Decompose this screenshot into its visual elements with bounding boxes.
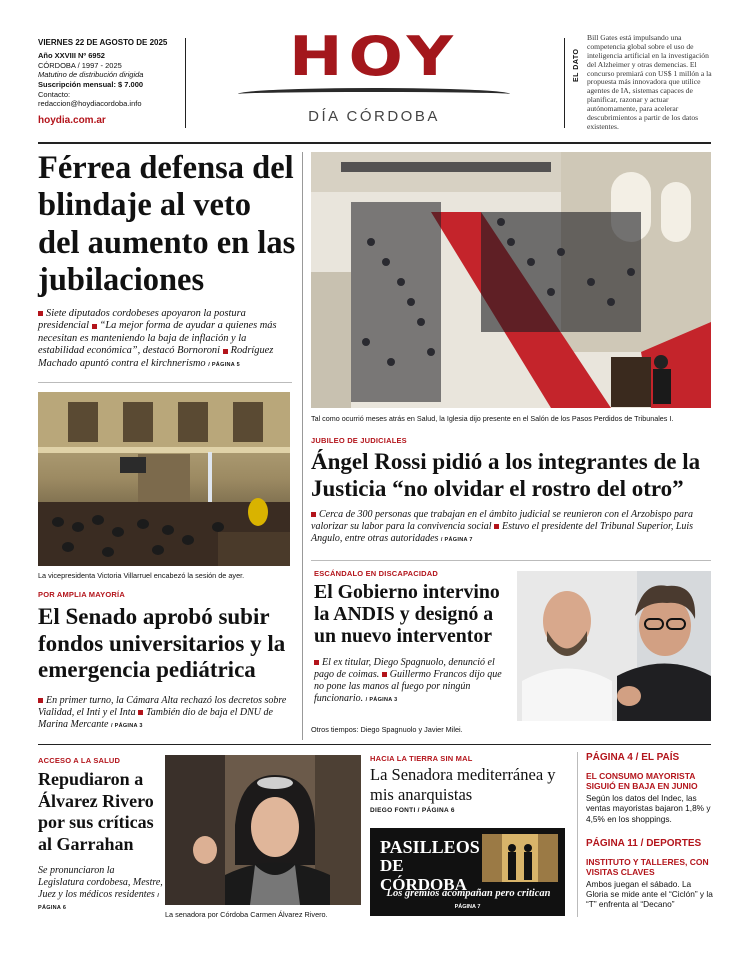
masthead-divider-right (564, 38, 565, 128)
sidebar-briefs (586, 752, 714, 909)
contact-email[interactable]: redaccion@hoydiacordoba.info (38, 99, 142, 109)
lead-deck: Siete diputados cordobeses apoyaron la postura presidencial “La mejor forma de ayudar a quienes más necesitan es manteniendo la baja de inflación y la estabilidad económica”, destacó Bornoroni Rodríguez Machado apuntó contra el kirchnerismo / PÁGINA 5 (38, 308, 277, 369)
lead-headline[interactable]: Férrea defensa del blindaje al veto del aumento en las jubilaciones (38, 150, 296, 299)
brief-title-instituto[interactable]: INSTITUTO Y TALLERES, CON VISITAS CLAVES (586, 856, 709, 877)
city-years: CÓRDOBA / 1997 - 2025 (38, 60, 122, 70)
salud-page-ref[interactable]: / PÁGINA 6 (38, 893, 160, 911)
brief-body-instituto: Ambos juegan el sábado. La Gloria se mide ante el “Ciclón” y la “T” enfrenta al “Decano” (586, 879, 713, 910)
andis-deck: El ex titular, Diego Spagnuolo, denunció el pago de coimas. Guillermo Francos dijo que no pone las manos al fuego por ningún funcionario. / PÁGINA 3 (314, 657, 502, 704)
masthead-divider-left (185, 38, 186, 128)
bullet-icon (38, 698, 43, 703)
lead-page-ref[interactable]: / PÁGINA 5 (208, 361, 241, 368)
pasilleos-image (482, 834, 558, 882)
alvarez-rivero-caption: La senadora por Córdoba Carmen Álvarez Rivero. (165, 910, 328, 919)
senate-deck: En primer turno, la Cámara Alta rechazó los decretos sobre Vialidad, el Inti y el Inta También dio de baja el DNU de Marina Mercante / PÁGINA 3 (38, 695, 287, 730)
column-divider (302, 152, 303, 740)
bullet-icon (223, 349, 228, 354)
brief-body-consumo: Según los datos del Indec, las ventas mayoristas bajaron 1,8% y 4,5% en los shoppings. (586, 793, 711, 824)
tribunales-caption: Tal como ocurrió meses atrás en Salud, la Iglesia dijo presente en el Salón de los Pasos Perdidos de Tribunales I. (311, 414, 674, 423)
bullet-icon (494, 524, 499, 529)
bullet-icon (382, 672, 387, 677)
bottom-section-rule (38, 744, 711, 745)
tribunales-hall-illustration (311, 152, 711, 408)
logo-wordmark: HOY (288, 25, 460, 89)
rossi-rule (311, 560, 711, 561)
brief-title-consumo[interactable]: EL CONSUMO MAYORISTA SIGUIÓ EN BAJA EN JUNIO (586, 771, 698, 792)
logo-swoosh (238, 88, 510, 100)
logo-subtitle: DÍA CÓRDOBA (308, 108, 440, 125)
silhouettes-illustration (482, 834, 558, 882)
senator-speaking-illustration (165, 755, 361, 905)
andis-kicker: ESCÁNDALO EN DISCAPACIDAD (314, 569, 439, 578)
pasilleos-page-ref: PÁGINA 7 (454, 904, 481, 910)
logo (238, 25, 510, 130)
anarquistas-byline: DIEGO FONTI / PÁGINA 6 (370, 807, 455, 814)
website-link[interactable]: hoydia.com.ar (38, 114, 106, 126)
el-dato-label: EL DATO (573, 48, 580, 82)
subscription-price: Suscripción mensual: $ 7.000 (38, 79, 144, 89)
anarquistas-kicker: HACIA LA TIERRA SIN MAL (370, 754, 473, 763)
bullet-icon (314, 660, 319, 665)
two-men-illustration (517, 571, 711, 721)
pasilleos-title: PASILLEOS DE CÓRDOBA (380, 837, 480, 894)
distribution-note: Matutino de distribución dirigida (38, 70, 144, 80)
senate-headline[interactable]: El Senado aprobó subir fondos universitarios y la emergencia pediátrica (38, 604, 286, 683)
salud-headline[interactable]: Repudiaron a Álvarez Rivero por sus críticas al Garrahan (38, 769, 154, 854)
senate-page-ref[interactable]: / PÁGINA 3 (110, 723, 143, 729)
pasilleos-tagline: Los gremios acompañan pero critican (386, 888, 551, 899)
bullet-icon (38, 311, 43, 316)
salud-deck: Se pronunciaron la Legislatura cordobesa, Mestre, Juez y los médicos residentes / PÁGINA 6 (38, 865, 163, 911)
lead-rule (38, 382, 292, 383)
senate-photo (38, 392, 290, 566)
senate-kicker: POR AMPLIA MAYORÍA (38, 590, 125, 599)
andis-caption: Otros tiempos: Diego Spagnuolo y Javier Milei. (311, 725, 463, 734)
bullet-icon (92, 324, 97, 329)
bullet-icon (138, 710, 143, 715)
rossi-deck: Cerca de 300 personas que trabajan en el ámbito judicial se reunieron con el Arzobispo para valorizar su labor para la convivencia social Estuvo el presidente del Tribunal Superior, Luis Angulo, entre otras autoridades / PÁGINA 7 (311, 509, 694, 544)
tribunales-photo (311, 152, 711, 408)
anarquistas-headline[interactable]: La Senadora mediterránea y mis anarquistas (370, 765, 556, 804)
andis-page-ref[interactable]: / PÁGINA 3 (365, 697, 398, 703)
contact-label: Contacto: (38, 89, 71, 99)
issue-number: Año XXVIII Nº 6952 (38, 51, 105, 61)
el-dato-box (573, 34, 718, 138)
salud-kicker: ACCESO A LA SALUD (38, 756, 121, 765)
brief-section-el-pais[interactable]: PÁGINA 4 / EL PAÍS (586, 752, 680, 763)
issue-date: VIERNES 22 DE AGOSTO DE 2025 (38, 38, 168, 47)
bullet-icon (311, 512, 316, 517)
spagnuolo-milei-photo (517, 571, 711, 721)
anarquistas-page-ref[interactable]: / PÁGINA 6 (417, 807, 455, 814)
senate-chamber-illustration (38, 392, 290, 566)
rossi-headline[interactable]: Ángel Rossi pidió a los integrantes de la Justicia “no olvidar el rostro del otro” (311, 449, 701, 501)
rossi-page-ref[interactable]: / PÁGINA 7 (440, 537, 473, 543)
brief-section-deportes[interactable]: PÁGINA 11 / DEPORTES (586, 837, 702, 849)
alvarez-rivero-photo (165, 755, 361, 905)
sidebar-divider (577, 752, 578, 917)
masthead-info (38, 38, 178, 128)
andis-headline[interactable]: El Gobierno intervino la ANDIS y designó a un nuevo interventor (314, 581, 500, 648)
rossi-kicker: JUBILEO DE JUDICIALES (311, 436, 407, 445)
masthead-rule (38, 142, 711, 144)
pasilleos-box[interactable] (370, 828, 565, 916)
senate-caption: La vicepresidenta Victoria Villarruel encabezó la sesión de ayer. (38, 571, 245, 580)
el-dato-text: Bill Gates está impulsando una competencia global sobre el uso de inteligencia artificial en la investigación del Alzheimer y otras demencias. El concurso premiará con US$ 1 millón a la propuesta más innovadora que utilice agentes de IA, sistemas capaces de planificar, razonar y actuar autónomamente, para acelerar descubrimientos a partir de los datos existentes. (587, 33, 712, 131)
